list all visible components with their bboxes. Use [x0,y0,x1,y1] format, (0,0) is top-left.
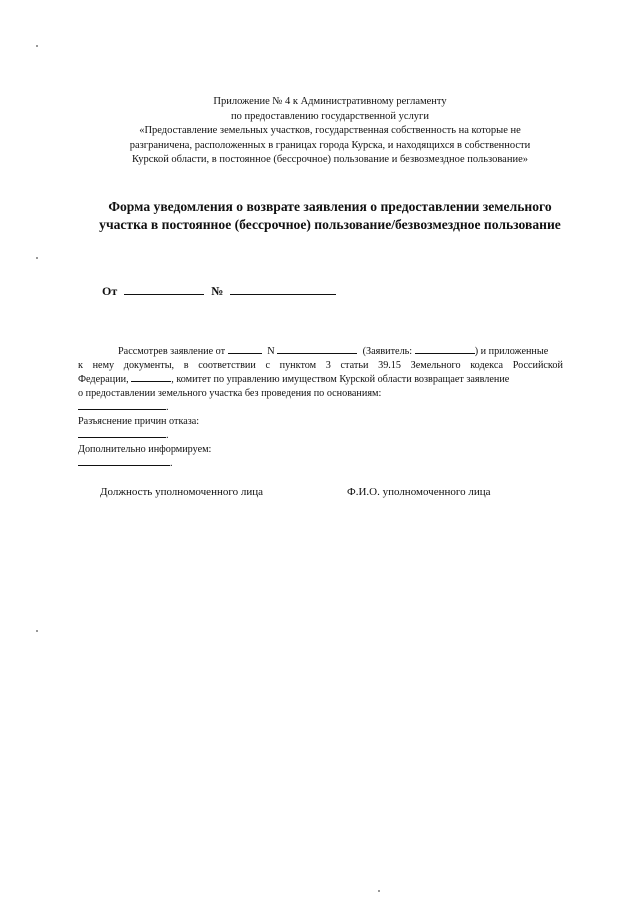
body-row-6: Разъяснение причин отказа: [78,415,200,427]
header-line-2: по предоставлению государственной услуги [231,110,429,122]
from-label: От [102,284,118,298]
body-text-considered: Рассмотрев заявление от [118,346,226,357]
title-line-2: участка в постоянное (бессрочное) пользование/безвозмездное пользование [99,217,561,232]
body-text-attached: ) и приложенные [474,346,549,357]
refusal-end: . [166,430,169,441]
body-row-1 [78,344,563,359]
federation-blank [131,372,171,382]
body-row-2-word: пунктом [279,359,317,371]
application-number-blank [277,344,357,354]
from-number-row [102,284,336,299]
body-row-2-word: документы, [123,359,175,371]
body-text-federation: Федерации, [78,374,129,385]
body-row-8: Дополнительно информируем: [78,443,212,455]
header-line-3: «Предоставление земельных участков, государственная собственность на которые не [139,125,521,136]
title-line-1: Форма уведомления о возврате заявления о предоставлении земельного [108,199,552,214]
number-blank [230,284,336,295]
grounds-end: . [166,402,169,413]
number-label: № [211,284,224,298]
header-line-1: Приложение № 4 к Административному регламенту [213,96,447,107]
body-row-3 [78,372,563,387]
appendix-header [80,95,580,168]
scan-speck [36,630,38,632]
body-text-n: N [267,346,275,357]
body-row-9 [78,456,563,471]
body-row-2-word: к [78,359,83,371]
applicant-blank [415,344,475,354]
additional-end: . [170,458,173,469]
body-row-2-word: кодекса [470,359,504,371]
body-row-2-word: статьи [340,359,369,371]
application-date-blank [228,344,262,354]
signature-position-label: Должность уполномоченного лица [100,486,263,498]
body-row-2-word: 39.15 [378,359,402,371]
header-line-5: Курской области, в постоянное (бессрочное) пользование и безвозмездное пользование» [132,154,528,165]
grounds-blank [78,400,166,410]
body-row-5 [78,400,563,415]
scan-speck [378,890,380,892]
additional-info-blank [78,456,170,466]
form-title [80,198,580,234]
body-row-2-word: нему [92,359,115,371]
body-row-2-word: в [183,359,189,371]
header-line-4: разграничена, расположенных в границах города Курска, и находящихся в собственности [129,139,531,151]
body-row-2-word: 3 [325,359,331,371]
body-row-2-word: Земельного [410,359,461,371]
scan-speck [36,45,38,47]
body-row-2-word: Российской [512,359,563,371]
body-text-applicant: (Заявитель: [362,346,413,357]
body-text-committee: , комитет по управлению имуществом Курской области возвращает заявление [171,374,510,385]
body-row-4: о предоставлении земельного участка без проведения по основаниям: [78,387,382,399]
scan-speck [36,257,38,259]
from-date-blank [124,284,204,295]
body-row-2-word: с [265,359,270,371]
body-row-2 [78,359,563,373]
body-row-7 [78,428,563,443]
signature-name-label: Ф.И.О. уполномоченного лица [347,486,491,498]
body-row-2-word: соответствии [198,359,256,371]
refusal-reasons-blank [78,428,166,438]
notification-body [78,344,563,471]
